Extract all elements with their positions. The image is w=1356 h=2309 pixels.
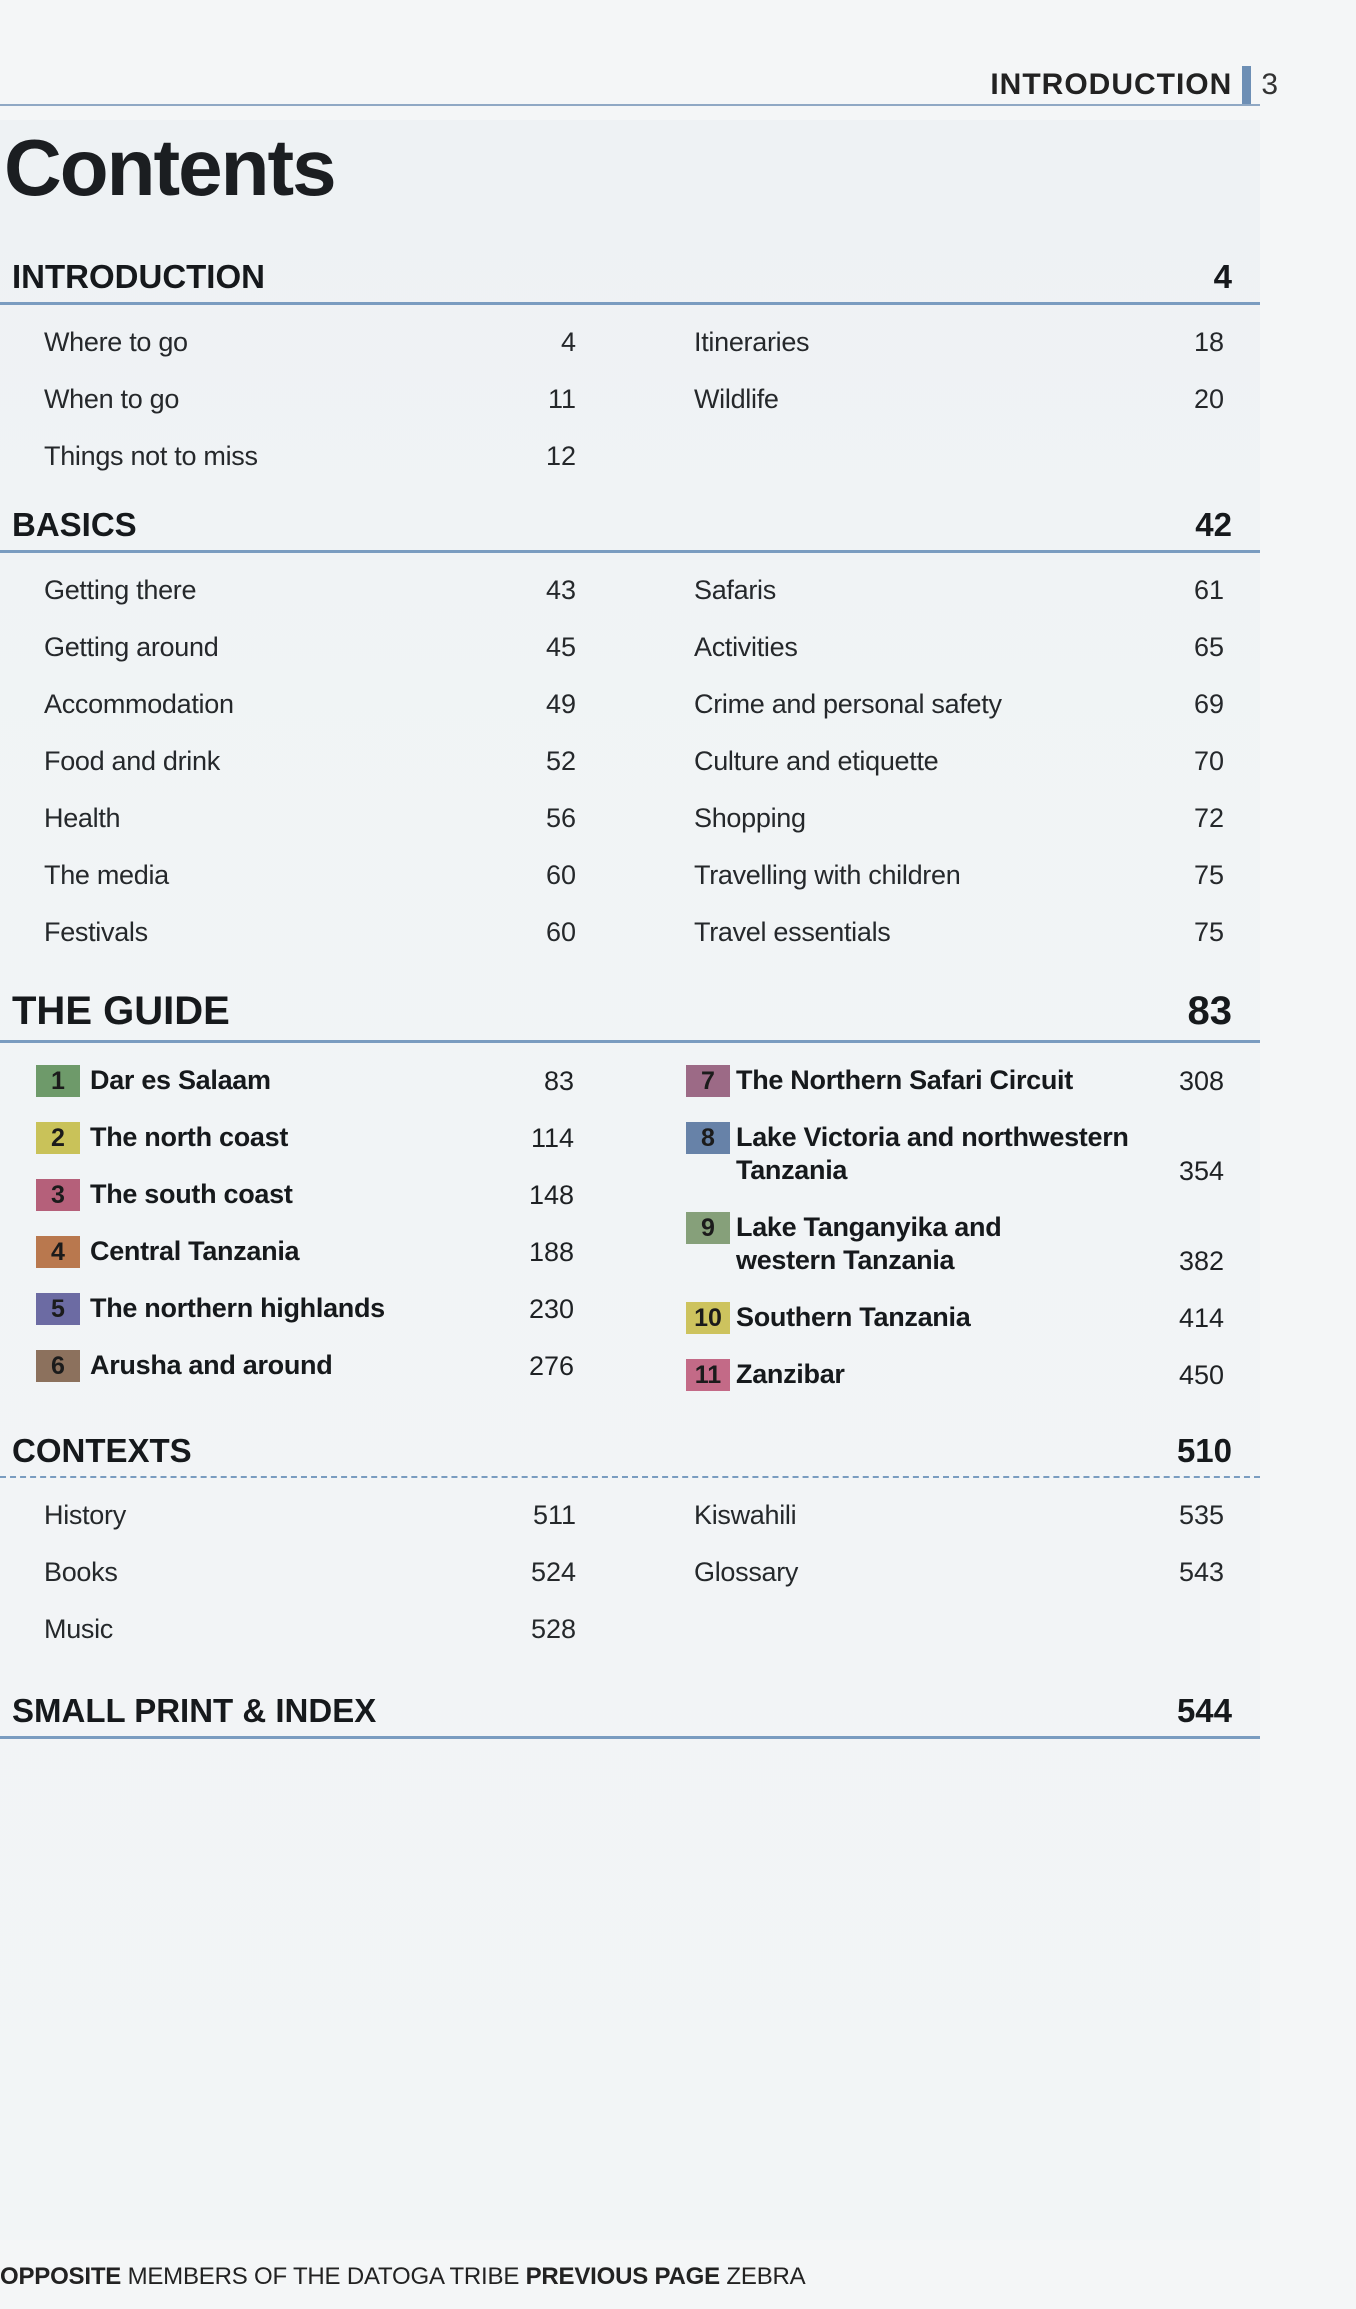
guide-chapter[interactable] [0,1051,600,1108]
toc-item-page: 12 [545,441,576,471]
toc-item-label: Activities [694,632,798,662]
chapter-page: 450 [1178,1360,1224,1390]
page-number: 3 [1261,68,1278,101]
toc-item-label: Travelling with children [694,860,961,890]
chapter-number-badge: 10 [686,1302,730,1334]
toc-item-page: 11 [547,384,576,414]
chapter-page: 148 [528,1180,574,1210]
top-rule [0,104,1260,106]
section-page: 510 [1176,1432,1232,1469]
section-header [0,246,1260,305]
guide-chapter[interactable] [650,1345,1250,1402]
guide-chapter[interactable] [0,1336,600,1393]
chapter-label: The northern highlands [90,1293,385,1323]
guide-chapter[interactable] [0,1222,600,1279]
toc-item[interactable] [0,1543,600,1600]
toc-item-page: 535 [1178,1500,1224,1530]
toc-item[interactable] [650,618,1250,675]
section-header [0,1420,1260,1478]
caption-value-previous: ZEBRA [726,2263,806,2290]
chapter-number-badge: 8 [686,1122,730,1154]
chapter-label: The north coast [90,1122,289,1152]
chapter-number-badge: 1 [36,1065,80,1097]
toc-item-page: 511 [532,1500,576,1530]
toc-item-label: Wildlife [694,384,779,414]
chapter-number-badge: 6 [36,1350,80,1382]
toc-item[interactable] [650,846,1250,903]
toc-item[interactable] [650,675,1250,732]
chapter-number-badge: 9 [686,1212,730,1244]
toc-item-page: 52 [545,746,576,776]
toc-item[interactable] [0,1600,600,1657]
chapter-label-line1: Lake Victoria and northwestern [736,1122,1129,1152]
toc-item[interactable] [0,313,600,370]
chapter-page: 308 [1178,1066,1224,1096]
toc-item[interactable] [0,618,600,675]
section-title: SMALL PRINT & INDEX [12,1692,377,1729]
section-header [0,494,1260,553]
toc-item-page: 60 [545,860,576,890]
caption-key-previous: PREVIOUS PAGE [525,2263,720,2290]
toc-item[interactable] [0,732,600,789]
toc-item[interactable] [0,846,600,903]
toc-item[interactable] [0,370,600,427]
toc-item-page: 20 [1193,384,1224,414]
chapter-label-line2: Tanzania [736,1155,848,1185]
chapter-page: 414 [1178,1303,1224,1333]
toc-item-label: Books [44,1557,118,1587]
toc-item-label: History [44,1500,126,1530]
toc-item[interactable] [650,370,1250,427]
section-basics [0,494,1260,961]
chapter-label-line2: western Tanzania [736,1245,955,1275]
toc-item-label: Things not to miss [44,441,258,471]
chapter-label-line1: Lake Tanganyika and [736,1212,1002,1242]
toc-item-page: 65 [1193,632,1224,662]
guide-chapter[interactable] [0,1108,600,1165]
section-header [0,1680,1260,1739]
toc-item-label: When to go [44,384,180,414]
running-head-bar [1242,66,1251,104]
section-header [0,984,1260,1043]
toc-item-page: 49 [545,689,576,719]
running-head [990,66,1278,104]
toc-item[interactable] [650,561,1250,618]
toc-item-label: Kiswahili [694,1500,797,1530]
section-small-print [0,1680,1260,1739]
toc-item-label: Itineraries [694,327,810,357]
chapter-page: 114 [530,1123,574,1153]
guide-chapter[interactable] [650,1198,1250,1288]
caption-key-opposite: OPPOSITE [0,2263,122,2290]
section-page: 4 [1213,258,1232,295]
chapter-number-badge: 11 [686,1359,730,1391]
toc-item-label: Health [44,803,121,833]
toc-item[interactable] [650,789,1250,846]
section-contexts [0,1420,1260,1658]
chapter-number-badge: 5 [36,1293,80,1325]
toc-item-label: Culture and etiquette [694,746,939,776]
running-head-title: INTRODUCTION [990,68,1233,101]
toc-item-label: Festivals [44,917,148,947]
chapter-page: 83 [543,1066,574,1096]
toc-item[interactable] [0,427,600,484]
toc-item-page: 4 [560,327,576,357]
toc-item[interactable] [650,732,1250,789]
toc-item[interactable] [0,789,600,846]
toc-item-label: Accommodation [44,689,234,719]
toc-item[interactable] [650,1543,1250,1600]
toc-item-label: The media [44,860,169,890]
chapter-page: 230 [528,1294,574,1324]
chapter-label: Central Tanzania [90,1236,300,1266]
section-page: 544 [1176,1692,1232,1729]
toc-item[interactable] [650,903,1250,960]
toc-item-label: Shopping [694,803,806,833]
section-the-guide [0,984,1260,1431]
photo-caption [0,2263,805,2291]
guide-chapter[interactable] [650,1108,1250,1198]
chapter-page: 276 [528,1351,574,1381]
toc-item[interactable] [0,1486,600,1543]
chapter-label: Arusha and around [90,1350,333,1380]
chapter-label: Southern Tanzania [736,1302,971,1332]
chapter-label: The Northern Safari Circuit [736,1065,1073,1095]
toc-item-label: Getting around [44,632,219,662]
toc-item-page: 543 [1178,1557,1224,1587]
section-title: INTRODUCTION [12,258,265,295]
toc-item-label: Getting there [44,575,197,605]
toc-item-label: Food and drink [44,746,220,776]
guide-chapter[interactable] [650,1288,1250,1345]
toc-item-page: 56 [545,803,576,833]
toc-item-page: 72 [1193,803,1224,833]
toc-item-label: Travel essentials [694,917,891,947]
toc-item-page: 69 [1193,689,1224,719]
section-introduction [0,246,1260,485]
toc-item-page: 70 [1193,746,1224,776]
chapter-page: 188 [528,1237,574,1267]
chapter-number-badge: 4 [36,1236,80,1268]
chapter-label: The south coast [90,1179,293,1209]
toc-item-label: Crime and personal safety [694,689,1002,719]
chapter-page: 354 [1178,1156,1224,1186]
chapter-label: Zanzibar [736,1359,845,1389]
chapter-page: 382 [1178,1246,1224,1276]
chapter-label [736,1121,1129,1187]
caption-value-opposite: MEMBERS OF THE DATOGA TRIBE [127,2263,520,2290]
guide-chapter[interactable] [0,1165,600,1222]
section-page: 83 [1187,989,1232,1033]
toc-item-page: 43 [545,575,576,605]
toc-item-page: 528 [530,1614,576,1644]
chapter-number-badge: 2 [36,1122,80,1154]
toc-item[interactable] [650,313,1250,370]
toc-item-label: Music [44,1614,114,1644]
toc-item[interactable] [0,561,600,618]
toc-item[interactable] [0,675,600,732]
chapter-number-badge: 3 [36,1179,80,1211]
toc-item-page: 61 [1193,575,1224,605]
toc-item-label: Safaris [694,575,776,605]
toc-item[interactable] [650,1486,1250,1543]
guide-chapter[interactable] [650,1051,1250,1108]
chapter-label [736,1211,1001,1277]
toc-item-page: 524 [530,1557,576,1587]
toc-item-page: 60 [545,917,576,947]
chapter-label: Dar es Salaam [90,1065,271,1095]
section-title: BASICS [12,506,137,543]
toc-item-page: 75 [1193,860,1224,890]
toc-item[interactable] [0,903,600,960]
toc-item-page: 75 [1193,917,1224,947]
toc-item-page: 45 [545,632,576,662]
toc-item-label: Glossary [694,1557,799,1587]
toc-item-page: 18 [1193,327,1224,357]
chapter-number-badge: 7 [686,1065,730,1097]
section-title: CONTEXTS [12,1432,192,1469]
toc-item-label: Where to go [44,327,188,357]
section-page: 42 [1195,506,1232,543]
guide-chapter[interactable] [0,1279,600,1336]
section-title: THE GUIDE [12,989,230,1033]
page-title: Contents [4,123,335,212]
